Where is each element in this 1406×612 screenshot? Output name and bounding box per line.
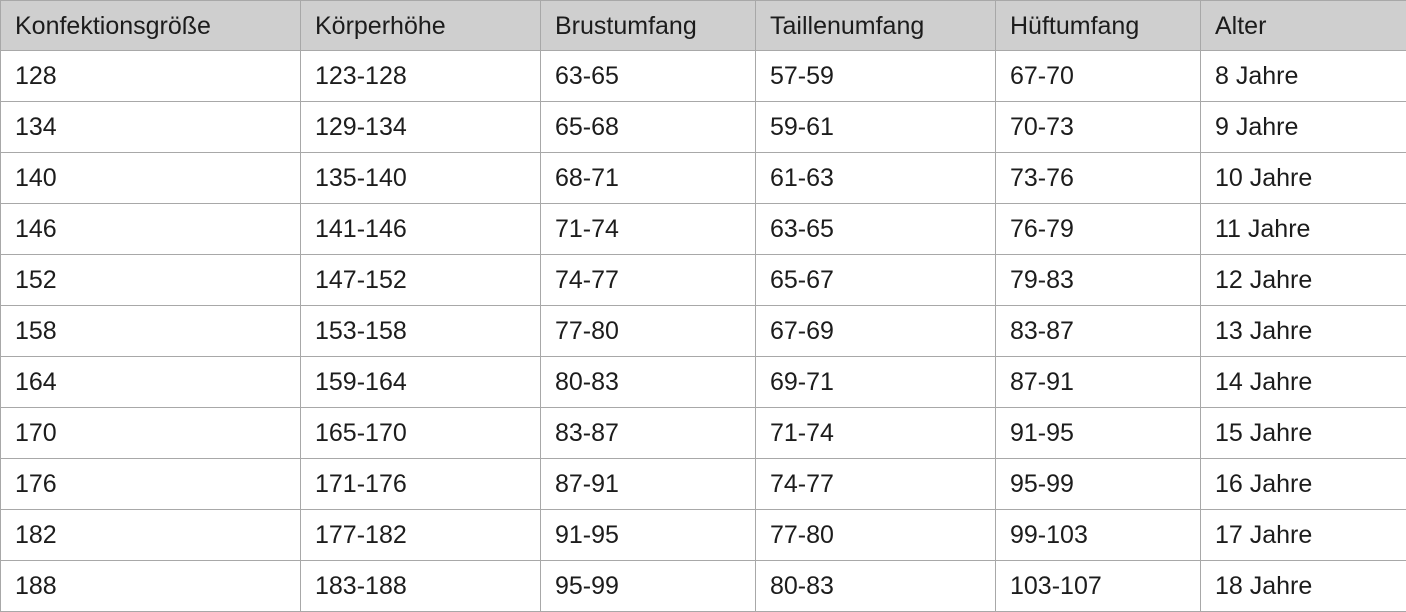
- column-header-taillenumfang: Taillenumfang: [756, 1, 996, 51]
- cell-taillenumfang: 77-80: [756, 510, 996, 561]
- cell-hueftumfang: 79-83: [996, 255, 1201, 306]
- table-row: [1, 153, 1406, 204]
- table-row: [1, 51, 1406, 102]
- cell-koerperhoehe: 129-134: [301, 102, 541, 153]
- cell-alter: 13 Jahre: [1201, 306, 1406, 357]
- cell-brustumfang: 65-68: [541, 102, 756, 153]
- table-body: [1, 51, 1406, 612]
- cell-brustumfang: 63-65: [541, 51, 756, 102]
- cell-koerperhoehe: 177-182: [301, 510, 541, 561]
- cell-konfektionsgroesse: 188: [1, 561, 301, 612]
- cell-hueftumfang: 83-87: [996, 306, 1201, 357]
- cell-konfektionsgroesse: 158: [1, 306, 301, 357]
- cell-taillenumfang: 57-59: [756, 51, 996, 102]
- cell-alter: 14 Jahre: [1201, 357, 1406, 408]
- cell-brustumfang: 87-91: [541, 459, 756, 510]
- table-row: [1, 357, 1406, 408]
- column-header-alter: Alter: [1201, 1, 1406, 51]
- cell-taillenumfang: 71-74: [756, 408, 996, 459]
- table-row: [1, 204, 1406, 255]
- cell-koerperhoehe: 147-152: [301, 255, 541, 306]
- table-row: [1, 306, 1406, 357]
- cell-brustumfang: 74-77: [541, 255, 756, 306]
- cell-alter: 12 Jahre: [1201, 255, 1406, 306]
- cell-hueftumfang: 103-107: [996, 561, 1201, 612]
- cell-alter: 9 Jahre: [1201, 102, 1406, 153]
- cell-taillenumfang: 80-83: [756, 561, 996, 612]
- cell-konfektionsgroesse: 170: [1, 408, 301, 459]
- table-row: [1, 510, 1406, 561]
- cell-taillenumfang: 65-67: [756, 255, 996, 306]
- cell-hueftumfang: 95-99: [996, 459, 1201, 510]
- table-row: [1, 102, 1406, 153]
- table-header: [1, 1, 1406, 51]
- cell-alter: 15 Jahre: [1201, 408, 1406, 459]
- cell-hueftumfang: 67-70: [996, 51, 1201, 102]
- cell-brustumfang: 71-74: [541, 204, 756, 255]
- cell-konfektionsgroesse: 146: [1, 204, 301, 255]
- cell-taillenumfang: 59-61: [756, 102, 996, 153]
- cell-hueftumfang: 91-95: [996, 408, 1201, 459]
- column-header-koerperhoehe: Körperhöhe: [301, 1, 541, 51]
- column-header-konfektionsgroesse: Konfektionsgröße: [1, 1, 301, 51]
- cell-alter: 17 Jahre: [1201, 510, 1406, 561]
- column-header-brustumfang: Brustumfang: [541, 1, 756, 51]
- cell-hueftumfang: 76-79: [996, 204, 1201, 255]
- cell-alter: 11 Jahre: [1201, 204, 1406, 255]
- cell-koerperhoehe: 171-176: [301, 459, 541, 510]
- cell-taillenumfang: 61-63: [756, 153, 996, 204]
- cell-brustumfang: 80-83: [541, 357, 756, 408]
- cell-taillenumfang: 67-69: [756, 306, 996, 357]
- cell-konfektionsgroesse: 164: [1, 357, 301, 408]
- cell-koerperhoehe: 135-140: [301, 153, 541, 204]
- cell-konfektionsgroesse: 176: [1, 459, 301, 510]
- table-row: [1, 408, 1406, 459]
- cell-taillenumfang: 69-71: [756, 357, 996, 408]
- table-row: [1, 255, 1406, 306]
- cell-konfektionsgroesse: 128: [1, 51, 301, 102]
- cell-konfektionsgroesse: 182: [1, 510, 301, 561]
- cell-koerperhoehe: 159-164: [301, 357, 541, 408]
- cell-brustumfang: 91-95: [541, 510, 756, 561]
- cell-konfektionsgroesse: 152: [1, 255, 301, 306]
- cell-hueftumfang: 73-76: [996, 153, 1201, 204]
- cell-konfektionsgroesse: 140: [1, 153, 301, 204]
- table-header-row: [1, 1, 1406, 51]
- cell-koerperhoehe: 141-146: [301, 204, 541, 255]
- cell-hueftumfang: 99-103: [996, 510, 1201, 561]
- cell-koerperhoehe: 165-170: [301, 408, 541, 459]
- cell-taillenumfang: 74-77: [756, 459, 996, 510]
- cell-hueftumfang: 87-91: [996, 357, 1201, 408]
- cell-alter: 8 Jahre: [1201, 51, 1406, 102]
- cell-brustumfang: 95-99: [541, 561, 756, 612]
- cell-alter: 18 Jahre: [1201, 561, 1406, 612]
- cell-brustumfang: 77-80: [541, 306, 756, 357]
- cell-alter: 10 Jahre: [1201, 153, 1406, 204]
- cell-koerperhoehe: 183-188: [301, 561, 541, 612]
- cell-koerperhoehe: 123-128: [301, 51, 541, 102]
- table-row: [1, 459, 1406, 510]
- cell-koerperhoehe: 153-158: [301, 306, 541, 357]
- cell-alter: 16 Jahre: [1201, 459, 1406, 510]
- cell-konfektionsgroesse: 134: [1, 102, 301, 153]
- cell-brustumfang: 68-71: [541, 153, 756, 204]
- cell-brustumfang: 83-87: [541, 408, 756, 459]
- cell-taillenumfang: 63-65: [756, 204, 996, 255]
- column-header-hueftumfang: Hüftumfang: [996, 1, 1201, 51]
- cell-hueftumfang: 70-73: [996, 102, 1201, 153]
